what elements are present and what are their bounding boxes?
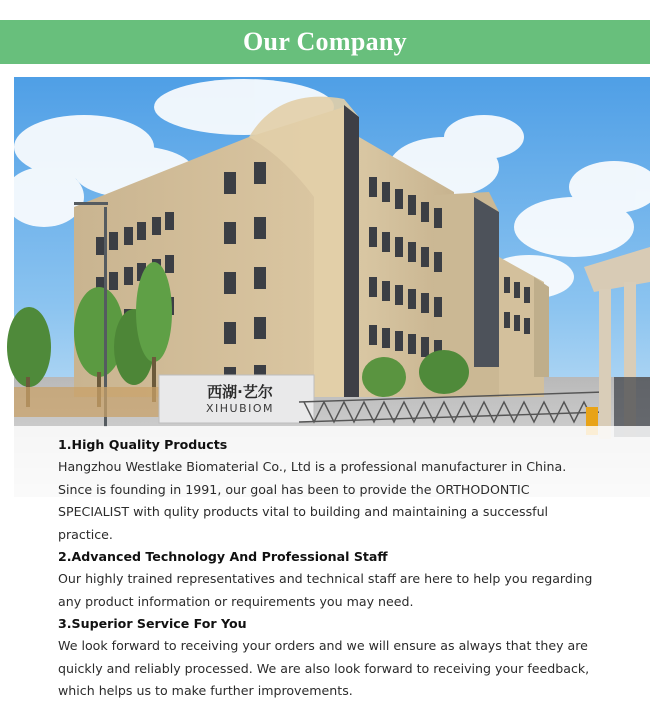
glass-column xyxy=(344,105,359,397)
page-title: Our Company xyxy=(243,27,407,56)
company-sign-chinese: 西湖·艺尔 xyxy=(207,383,273,401)
section-text-service: We look forward to receiving your orders and we will ensure as always that they are quickly and reliably processed. We are also look forward to receiving your feedback, which helps us to make further improvements. xyxy=(58,638,590,698)
low-wall xyxy=(14,387,174,417)
company-description xyxy=(0,426,650,698)
description-text-block xyxy=(58,434,598,703)
company-sign xyxy=(170,382,310,422)
section-heading-technology: 2.Advanced Technology And Professional Staff xyxy=(58,549,388,564)
title-banner xyxy=(0,20,650,64)
section-text-quality: Hangzhou Westlake Biomaterial Co., Ltd is a professional manufacturer in China. Since is founding in 1991, our goal has been to provide the ORTHODONTIC SPECIALIST with qulity products vital to building and maintaining a successful practice. xyxy=(58,459,567,542)
section-heading-quality: 1.High Quality Products xyxy=(58,437,228,452)
company-sign-english: XIHUBIOM xyxy=(205,402,275,415)
section-text-technology: Our highly trained representatives and technical staff are here to help you regarding any product information or requirements you may need. xyxy=(58,571,593,609)
section-heading-service: 3.Superior Service For You xyxy=(58,616,247,631)
